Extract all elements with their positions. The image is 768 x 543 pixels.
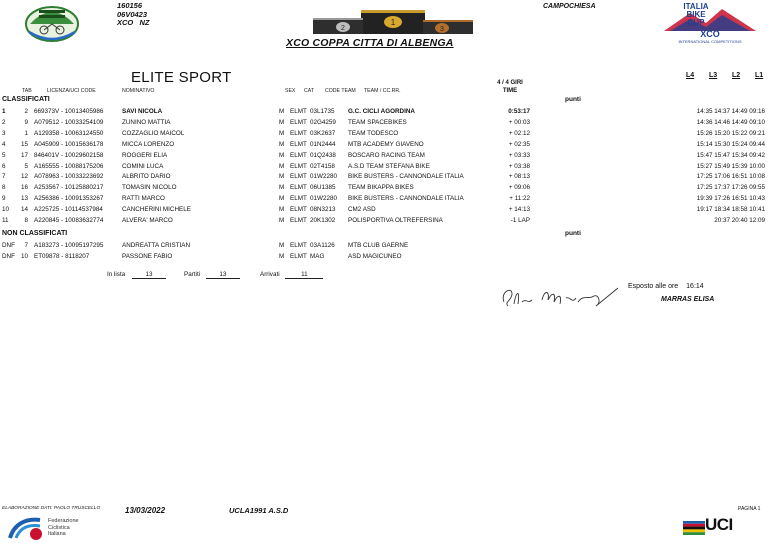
rider-category: ELMT [290, 173, 307, 181]
table-row [0, 216, 768, 226]
bib-number: 7 [24, 242, 28, 249]
license-code: A079512 - 10033254109 [34, 118, 104, 126]
team-code: 01W2280 [310, 173, 337, 181]
rider-category: ELMT [290, 217, 307, 224]
race-time: + 02:12 [508, 129, 530, 137]
rider-category: ELMT [290, 195, 307, 203]
col-cat: CAT [304, 88, 314, 94]
rider-position: 1 [2, 108, 6, 115]
license-code: 669373V - 10013405986 [34, 108, 104, 115]
event-logo [17, 2, 87, 44]
race-location: CAMPOCHIESA [543, 3, 596, 10]
punti-label: punti [565, 96, 581, 103]
race-number: 160156 [117, 1, 143, 10]
lap-times: 19:17 18:34 18:58 10:41 [696, 206, 765, 214]
table-row [0, 205, 768, 215]
posted-label: Esposto alle ore [628, 283, 679, 290]
bib-number: 1 [24, 129, 28, 137]
lap-times: 17:25 17:37 17:26 09:55 [696, 184, 765, 192]
rider-position: 8 [2, 184, 6, 192]
team-name: TEAM TODESCO [348, 129, 399, 137]
bib-number: 2 [24, 108, 28, 115]
col-sex: SEX [285, 88, 296, 94]
rider-sex: M [279, 162, 285, 170]
federation-line-2: Ciclistica [48, 524, 70, 531]
table-row [0, 129, 768, 139]
race-code: 06V0423 [117, 9, 148, 19]
rider-position: 9 [2, 195, 6, 203]
team-code: 20K1302 [310, 217, 336, 224]
rider-sex: M [279, 206, 285, 214]
rider-position: 11 [2, 217, 9, 224]
rider-position: DNF [2, 253, 15, 260]
rider-name: COZZAGLIO MAICOL [122, 129, 185, 137]
rider-name: ALBRITO DARIO [122, 173, 171, 181]
table-row [0, 183, 768, 193]
race-time: + 14:13 [508, 206, 530, 214]
table-row [0, 172, 768, 182]
rider-category: ELMT [290, 129, 307, 137]
bib-number: 9 [24, 118, 28, 126]
rider-name: ROGGERI ELIA [122, 151, 168, 159]
team-name: BOSCARO RACING TEAM [348, 151, 425, 159]
col-team: TEAM / CC.RR. [364, 88, 401, 94]
rider-position: 3 [2, 129, 6, 137]
rider-category: ELMT [290, 140, 307, 148]
license-code: A225725 - 10114537984 [34, 206, 103, 214]
team-name: MTB ACADEMY GIAVENO [348, 140, 424, 148]
category-title: ELITE SPORT [131, 69, 232, 86]
bib-number: 12 [20, 173, 28, 181]
partiti [184, 271, 240, 279]
license-code: A129358 - 10063124550 [34, 129, 104, 137]
rider-sex: M [279, 242, 285, 249]
col-name: NOMINATIVO [122, 88, 155, 94]
table-row [0, 252, 768, 262]
race-codes [117, 2, 150, 28]
federation-line-3: Italiana [48, 531, 66, 537]
team-code: 01N2444 [310, 140, 336, 148]
podium-image [313, 8, 473, 36]
license-code: A078963 - 10033223692 [34, 173, 104, 181]
license-code: A165555 - 10088175206 [34, 162, 104, 170]
rider-category: ELMT [290, 151, 307, 159]
bib-number: 15 [20, 140, 28, 148]
team-code: 02T4158 [310, 162, 335, 170]
table-row [0, 151, 768, 161]
lap-times: 17:25 17:06 16:51 10:08 [696, 173, 765, 181]
in-lista-label: In lista [107, 271, 126, 278]
table-row [0, 140, 768, 150]
rider-name: CANCHERINI MICHELE [122, 206, 191, 214]
page-number: PAGINA 1 [738, 506, 761, 512]
rider-position: 4 [2, 140, 6, 148]
rider-position: DNF [2, 242, 15, 249]
federation-line-1: Federazione [48, 518, 79, 524]
rider-category: ELMT [290, 184, 307, 192]
rider-category: ELMT [290, 108, 307, 115]
team-name: BIKE BUSTERS - CANNONDALE ITALIA [348, 173, 464, 181]
rider-sex: M [279, 173, 285, 181]
rider-sex: M [279, 253, 285, 260]
judge-name: MARRAS ELISA [661, 296, 715, 303]
team-name: G.C. CICLI AGORDINA [348, 108, 415, 115]
bib-number: 5 [24, 162, 28, 170]
race-time: + 03:38 [508, 162, 530, 170]
table-row [0, 162, 768, 172]
race-time: + 09:06 [508, 184, 530, 192]
col-license: LICENZA/UCI CODE [47, 88, 96, 94]
bib-number: 13 [20, 195, 28, 203]
race-title: XCO COPPA CITTA DI ALBENGA [286, 37, 454, 49]
rider-position: 7 [2, 173, 6, 181]
rider-sex: M [279, 140, 285, 148]
team-name: A.S.D TEAM STEFANA BIKE [348, 162, 430, 170]
race-time: + 08:13 [508, 173, 530, 181]
team-code: 08N3213 [310, 206, 336, 214]
bib-number: 8 [24, 217, 28, 224]
judge-signature [498, 282, 628, 310]
rider-name: ALVERA' MARCO [122, 217, 173, 224]
race-time: -1 LAP [510, 217, 530, 224]
rider-position: 2 [2, 118, 6, 126]
bib-number: 17 [20, 151, 28, 159]
lap-times: 20:37 20:40 12:09 [714, 217, 765, 224]
italia-bike-cup-logo [660, 1, 760, 45]
team-name: CM2 ASD [348, 206, 376, 214]
rider-position: 10 [2, 206, 10, 214]
team-code: 06U1385 [310, 184, 336, 192]
in-lista-value: 13 [132, 271, 166, 279]
race-time: + 11:22 [509, 195, 530, 203]
logo-word-4: XCO [700, 29, 720, 39]
lap-header-l4: L4 [686, 72, 695, 79]
rider-sex: M [279, 151, 285, 159]
rider-name: COMINI LUCA [122, 162, 164, 170]
bib-number: 14 [20, 206, 28, 214]
col-code: CODE TEAM [325, 88, 356, 94]
partiti-label: Partiti [184, 271, 201, 278]
federation-name [48, 518, 79, 538]
logo-word-5: INTERNATIONAL COMPETITIONS [678, 39, 742, 44]
rider-sex: M [279, 217, 285, 224]
rider-sex: M [279, 118, 285, 126]
rider-sex: M [279, 129, 285, 137]
team-name: MTB CLUB GAERNE [348, 242, 409, 249]
race-time: + 02:35 [508, 140, 530, 148]
lap-times: 14:35 14:37 14:49 09:16 [696, 108, 765, 115]
table-row [0, 241, 768, 251]
lap-header-l1: L1 [755, 72, 764, 79]
rider-name: TOMASIN NICOLO [122, 184, 177, 192]
race-time: + 00:03 [508, 118, 530, 126]
lap-times: 14:36 14:46 14:49 09:10 [696, 118, 765, 126]
license-code: A256386 - 10091353267 [34, 195, 104, 203]
col-tab: TAB [22, 88, 32, 94]
rider-name: MICCA LORENZO [122, 140, 175, 148]
punti-label-2: punti [565, 230, 581, 237]
podium-3-label: 3 [440, 26, 444, 33]
uci-logo-text: UCI [705, 515, 733, 534]
posted-value: 16:14 [686, 283, 704, 290]
table-row [0, 107, 768, 117]
time-header: TIME [502, 88, 518, 94]
team-code: MAG [310, 253, 325, 260]
classified-heading: CLASSIFICATI [2, 96, 50, 103]
rider-category: ELMT [290, 206, 307, 214]
in-lista [107, 271, 166, 279]
team-code: 02G4259 [310, 118, 336, 126]
partiti-value: 13 [206, 271, 240, 279]
rider-name: RATTI MARCO [122, 195, 165, 203]
non-classified-heading: NON CLASSIFICATI [2, 230, 68, 237]
rider-category: ELMT [290, 162, 307, 170]
rider-category: ELMT [290, 242, 307, 249]
laps-summary [490, 79, 530, 95]
podium-2-label: 2 [341, 25, 345, 32]
lap-header-l2: L2 [732, 72, 741, 79]
license-code: A183273 - 10095197295 [34, 242, 104, 249]
team-name: TEAM SPACEBIKES [348, 118, 407, 126]
table-row [0, 194, 768, 204]
rider-name: SAVI NICOLA [122, 108, 163, 115]
report-date: 13/03/2022 [125, 506, 166, 515]
team-name: ASD MAGICUNEO [348, 253, 402, 260]
lap-header-l3: L3 [709, 72, 718, 79]
rider-category: ELMT [290, 253, 307, 260]
team-code: 01W2280 [310, 195, 337, 203]
team-name: POLISPORTIVA OLTREFERSINA [348, 217, 443, 224]
giri-count: 4 / 4 GIRI [497, 80, 523, 86]
team-code: 03K2637 [310, 129, 336, 137]
rider-sex: M [279, 108, 285, 115]
table-row [0, 118, 768, 128]
podium-1-label: 1 [390, 18, 396, 27]
uci-rainbow-icon [683, 521, 705, 535]
logo-word-3: CUP [687, 18, 705, 27]
rider-name: ANDREATTA CRISTIAN [122, 242, 190, 249]
team-code: 03A1126 [310, 242, 335, 249]
team-name: BIKE BUSTERS - CANNONDALE ITALIA [348, 195, 464, 203]
rider-category: ELMT [290, 118, 307, 126]
rider-position: 5 [2, 151, 6, 159]
fci-logo-icon [6, 516, 46, 540]
license-code: A253567 - 10125880217 [34, 184, 104, 192]
race-time: 0:53:17 [508, 108, 530, 115]
license-code: ET09878 - 8118207 [34, 253, 90, 260]
lap-times: 15:27 15:49 15:39 10:00 [696, 162, 765, 170]
bib-number: 10 [20, 253, 28, 260]
license-code: A045909 - 10015636178 [34, 140, 104, 148]
data-elaboration: ELABORAZIONE DATI: PAOLO TRUSCELLO [2, 506, 101, 511]
logo-word-2: BIKE [686, 10, 706, 19]
team-name: TEAM BIKAPPA BIKES [348, 184, 414, 192]
lap-times: 15:47 15:47 15:34 09:42 [696, 151, 765, 159]
arrivati [260, 271, 323, 279]
logo-word-1: ITALIA [683, 2, 709, 11]
team-code: 03L1735 [310, 108, 335, 115]
rider-sex: M [279, 184, 285, 192]
license-code: A220845 - 10083632774 [34, 217, 104, 224]
lap-times: 15:26 15:20 15:22 09:21 [696, 129, 765, 137]
team-code: 01Q2438 [310, 151, 336, 159]
lap-times: 15:14 15:30 15:24 09:44 [696, 140, 765, 148]
bib-number: 16 [20, 184, 28, 192]
rider-position: 6 [2, 162, 6, 170]
rider-sex: M [279, 195, 285, 203]
arrivati-value: 11 [285, 271, 323, 279]
race-time: + 03:33 [508, 151, 530, 159]
rider-name: PASSONE FABIO [122, 253, 173, 260]
arrivati-label: Arrivati [260, 271, 280, 278]
race-discipline: XCO NZ [117, 18, 150, 27]
posted-time [628, 283, 704, 290]
lap-times: 19:39 17:26 16:51 10:43 [696, 195, 765, 203]
license-code: 846401V - 10029602158 [34, 151, 104, 159]
organizing-club: UCLA1991 A.S.D [229, 506, 289, 515]
rider-name: ZUNINO MATTIA [122, 118, 171, 126]
